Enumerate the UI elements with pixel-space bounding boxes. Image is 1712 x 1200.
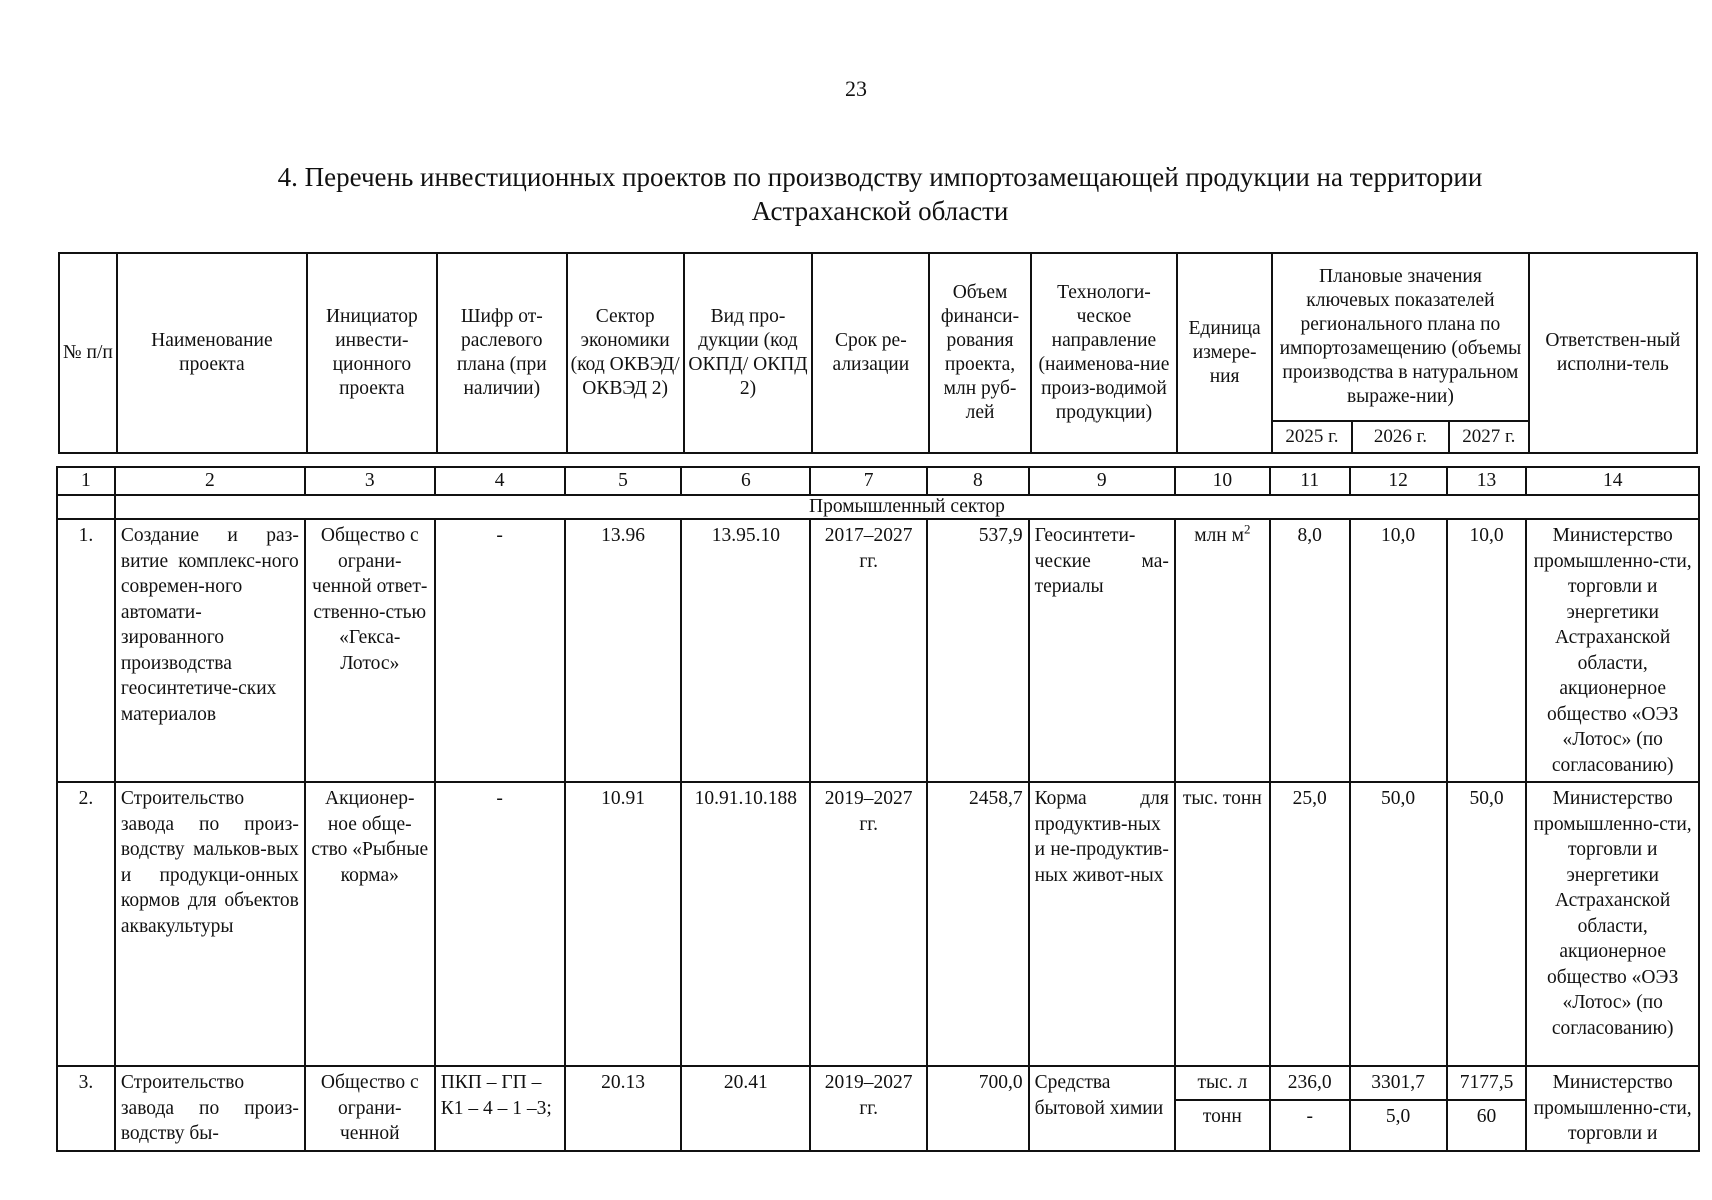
header-responsible: Ответствен-ный исполни-тель [1529,253,1697,453]
row-unit: тыс. тонн [1175,782,1270,1066]
header-table [58,252,1698,454]
row-product-code: 10.91.10.188 [681,782,810,1066]
header-num: № п/п [59,253,117,453]
row-value-2026: 50,0 [1350,782,1447,1066]
page-number: 23 [845,76,867,101]
row-value-2025-b: - [1271,1099,1349,1133]
column-number: 5 [565,467,682,495]
sector-row-empty-cell [57,495,115,519]
row-initiator: Общество с ограни-ченной [305,1066,435,1151]
row-num: 1. [57,519,115,782]
header-cipher: Шифр от-раслевого плана (при наличии) [437,253,567,453]
column-number: 3 [305,467,435,495]
row-responsible: Министерство промышленно-сти, торговли и энергетики Астраханской области, акционерное общество «ОЭЗ «Лотос» (по согласованию) [1526,782,1699,1066]
row-value-2026-a: 3301,7 [1371,1072,1425,1093]
row-unit [1175,519,1270,782]
row-product-code: 20.41 [681,1066,810,1151]
row-value-2025-a: 236,0 [1287,1072,1332,1093]
column-number: 7 [810,467,927,495]
row-cipher: ПКП – ГП – К1 – 4 – 1 –3; [435,1066,565,1151]
header-product: Вид про-дукции (код ОКПД/ ОКПД 2) [684,253,813,453]
row-term: 2017–2027 гг. [810,519,927,782]
row-value-2027: 10,0 [1447,519,1527,782]
row-unit-a: тыс. л [1197,1072,1248,1093]
header-name: Наименование проекта [117,253,307,453]
column-number: 6 [681,467,810,495]
header-sector: Сектор экономики (код ОКВЭД/ ОКВЭД 2) [567,253,684,453]
row-name: Создание и раз-витие комплекс-ного современ-ного автомати-зированного производства геосинтетиче-ских материалов [115,519,305,782]
row-value-2025 [1270,1066,1350,1151]
row-unit [1175,1066,1270,1151]
column-number: 13 [1447,467,1527,495]
row-value-2027-a: 7177,5 [1459,1072,1514,1093]
row-tech: Геосинтети-ческие ма-териалы [1029,519,1175,782]
table-row [57,519,1699,782]
row-value-2025: 25,0 [1270,782,1350,1066]
row-num: 2. [57,782,115,1066]
row-value-2027-b: 60 [1448,1099,1526,1133]
column-numbers-row [57,467,1699,495]
row-value-2026 [1350,1066,1447,1151]
row-sector-code: 10.91 [565,782,682,1066]
sector-label: Промышленный сектор [115,495,1699,519]
column-number: 11 [1270,467,1350,495]
document-title-line-1: 4. Перечень инвестиционных проектов по производству импортозамещающей продукции на территории [277,162,1483,192]
column-number: 8 [927,467,1029,495]
header-year-2025: 2025 г. [1272,421,1352,453]
row-value-2025: 8,0 [1270,519,1350,782]
column-number: 4 [435,467,565,495]
row-unit-b: тонн [1176,1099,1269,1133]
header-term: Срок ре-ализации [812,253,929,453]
column-number: 1 [57,467,115,495]
row-value-2026-b: 5,0 [1351,1099,1446,1133]
column-number: 2 [115,467,305,495]
header-plan: Плановые значения ключевых показателей регионального плана по импортозамещению (объемы производства в натуральном выраже-нии) [1272,253,1529,421]
row-value-2027 [1447,1066,1527,1151]
row-initiator: Акционер-ное обще-ство «Рыбные корма» [305,782,435,1066]
column-number: 12 [1350,467,1447,495]
row-value-2026: 10,0 [1350,519,1447,782]
table-row [57,1066,1699,1151]
row-term: 2019–2027 гг. [810,782,927,1066]
row-unit-superscript: 2 [1243,521,1251,537]
column-number: 10 [1175,467,1270,495]
document-title-line-2: Астраханской области [751,196,1009,226]
column-number: 9 [1029,467,1175,495]
row-tech: Средства бытовой химии [1029,1066,1175,1151]
row-volume: 2458,7 [927,782,1029,1066]
row-sector-code: 20.13 [565,1066,682,1151]
row-product-code: 13.95.10 [681,519,810,782]
header-unit: Единица измере-ния [1177,253,1272,453]
row-value-2027: 50,0 [1447,782,1527,1066]
header-tech: Технологи-ческое направление (наименова-ние произ-водимой продукции) [1031,253,1177,453]
row-cipher: - [435,782,565,1066]
row-volume: 537,9 [927,519,1029,782]
row-unit-text: млн м [1194,525,1244,546]
header-initiator: Инициатор инвести-ционного проекта [307,253,437,453]
row-volume: 700,0 [927,1066,1029,1151]
header-year-2026: 2026 г. [1352,421,1449,453]
projects-table [56,466,1700,1152]
row-name: Строительство завода по произ-водству мальков-вых и продукци-онных кормов для объектов аквакультуры [115,782,305,1066]
header-volume: Объем финанси-рования проекта, млн руб-лей [929,253,1031,453]
table-row [57,782,1699,1066]
row-term: 2019–2027 гг. [810,1066,927,1151]
row-tech: Корма для продуктив-ных и не-продуктив-ных живот-ных [1029,782,1175,1066]
row-num: 3. [57,1066,115,1151]
row-responsible: Министерство промышленно-сти, торговли и энергетики Астраханской области, акционерное общество «ОЭЗ «Лотос» (по согласованию) [1526,519,1699,782]
document-title [150,160,1610,228]
sector-row [57,495,1699,519]
row-cipher: - [435,519,565,782]
row-initiator: Общество с ограни-ченной ответ-ственно-стью «Гекса-Лотос» [305,519,435,782]
row-name: Строительство завода по произ-водству бы- [115,1066,305,1151]
header-year-2027: 2027 г. [1449,421,1529,453]
column-number: 14 [1526,467,1699,495]
row-responsible: Министерство промышленно-сти, торговли и [1526,1066,1699,1151]
row-sector-code: 13.96 [565,519,682,782]
